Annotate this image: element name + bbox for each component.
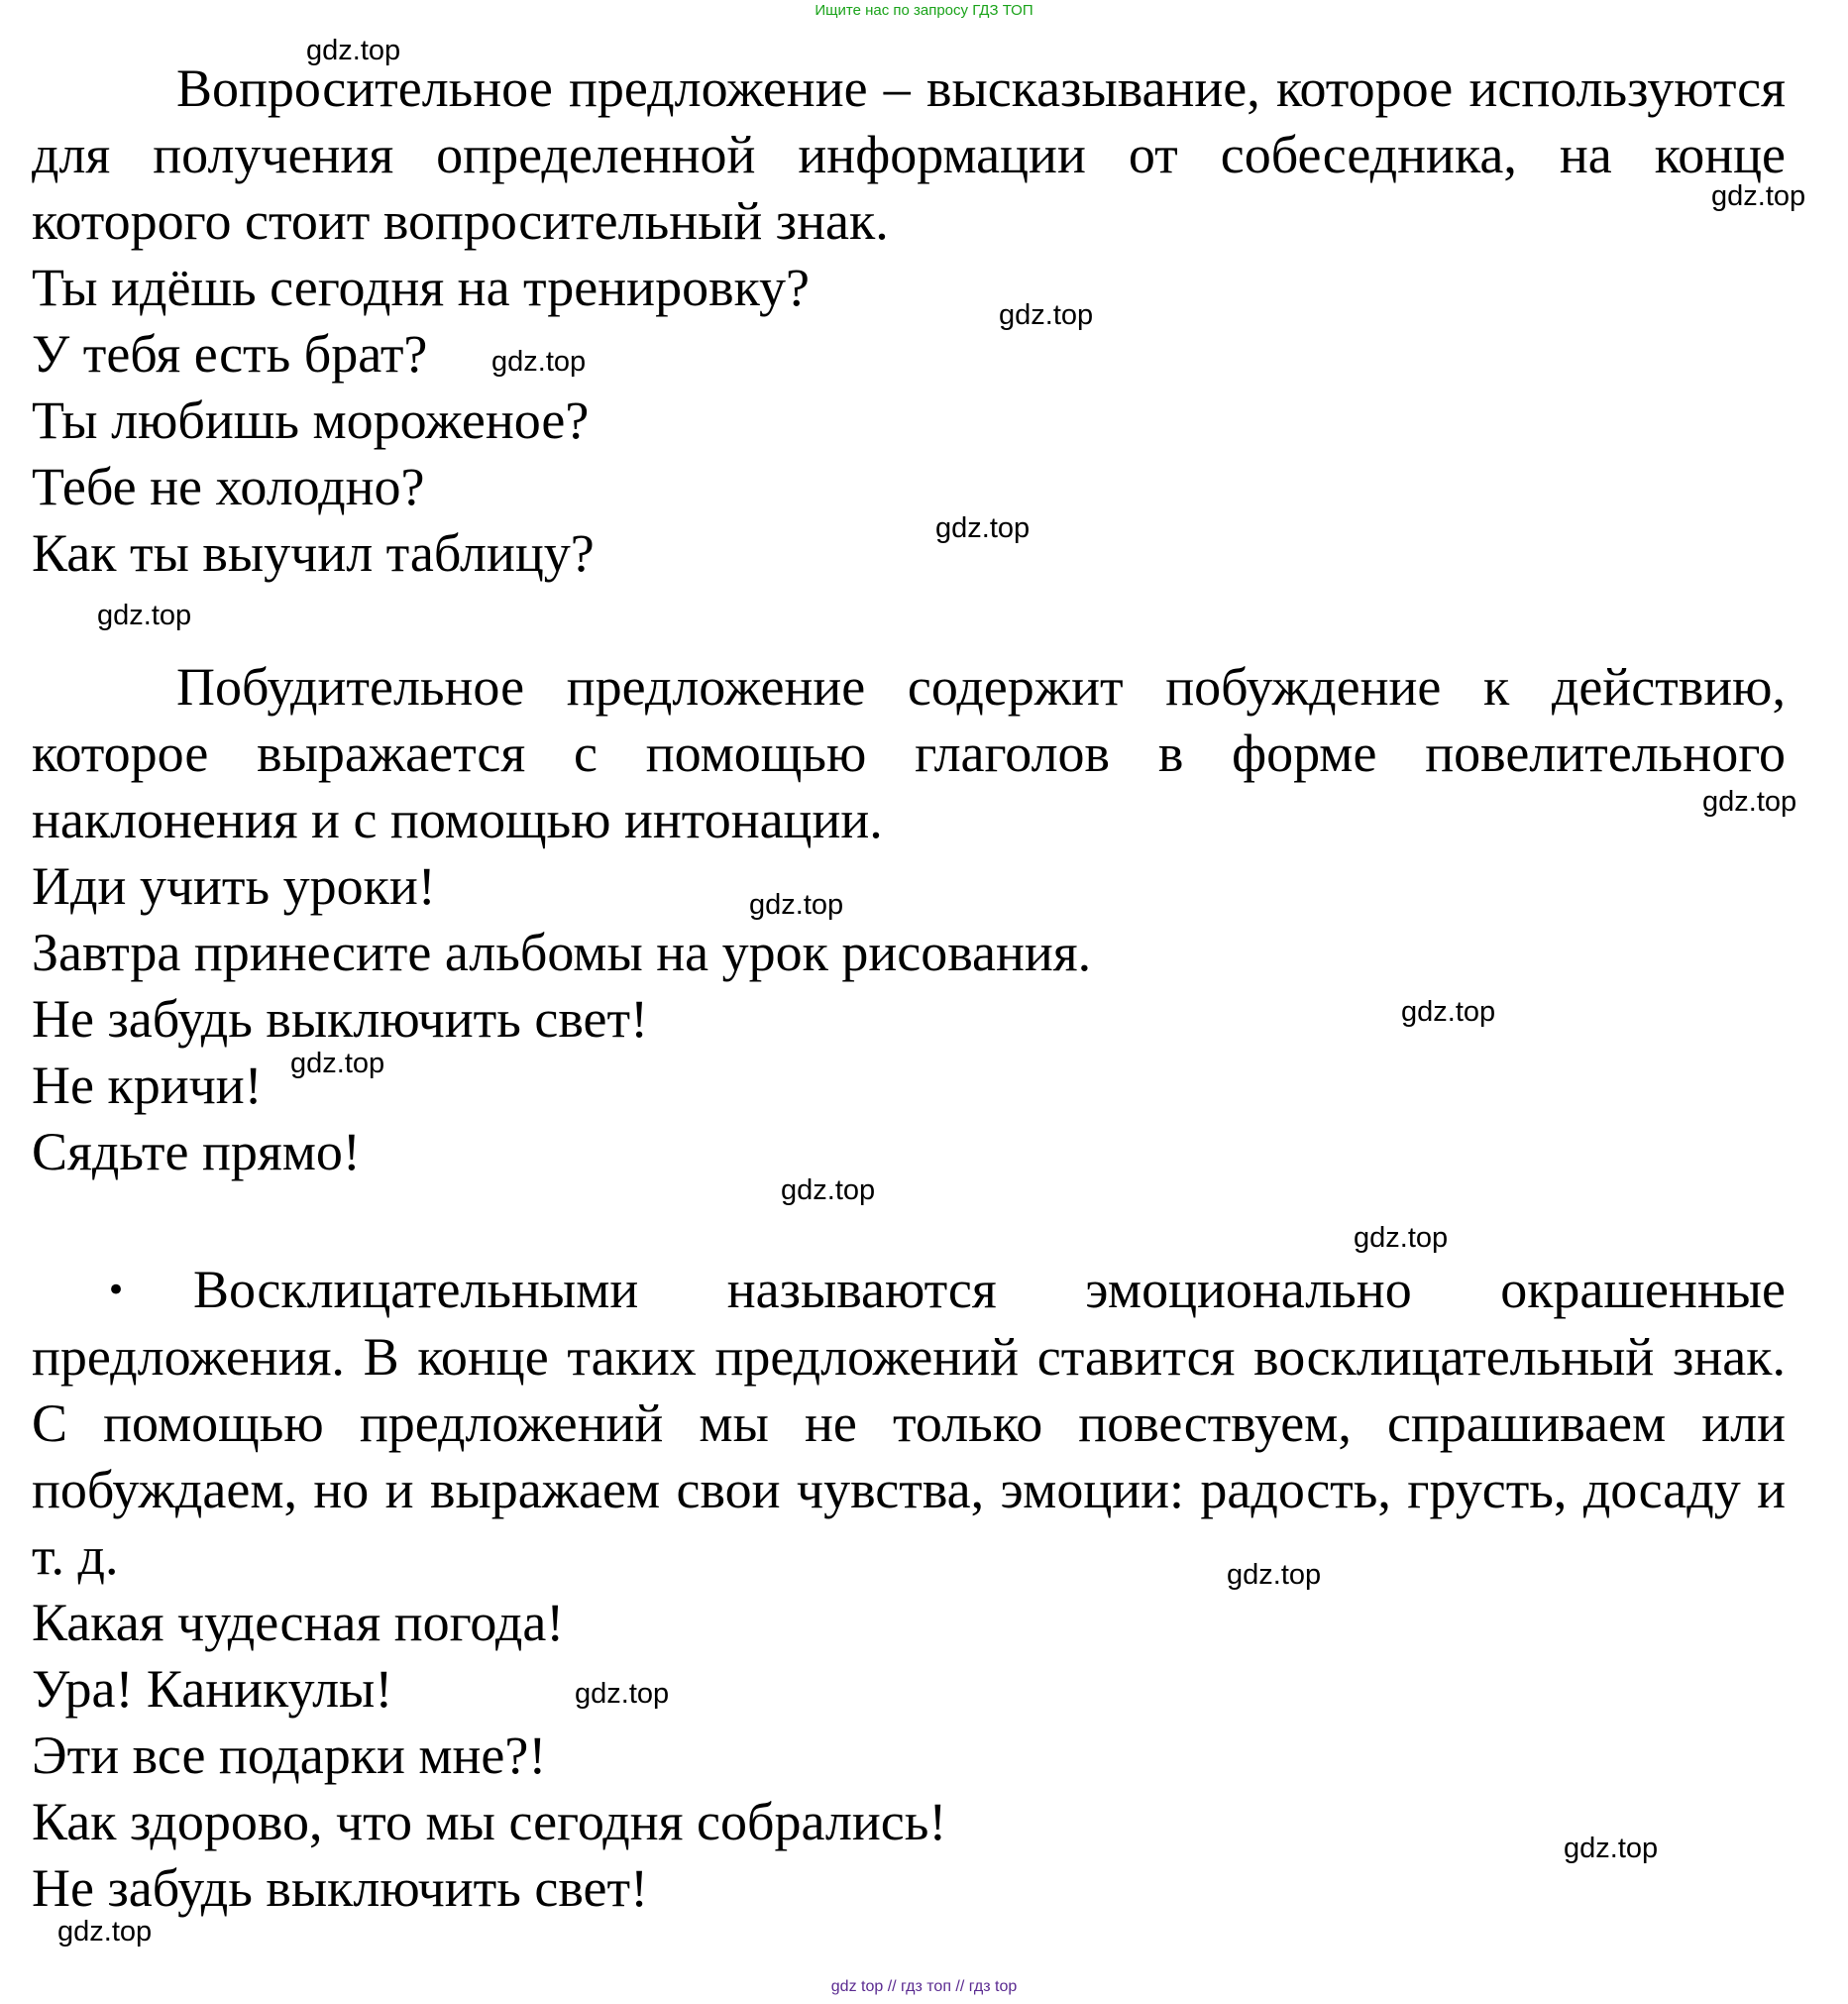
watermark: gdz.top xyxy=(749,889,844,921)
exclamatory-definition-text: Восклицательными называются эмоционально окрашенные предложения. В конце таких предложений ставится восклицательный знак. С помощью предложений мы не только повествуем, спрашиваем или побуждаем, но и выражаем свои чувства, эмоции: радость, грусть, досаду и т. д. xyxy=(32,1260,1786,1586)
exclamatory-example: Не забудь выключить свет! xyxy=(32,1858,649,1918)
watermark: gdz.top xyxy=(1227,1559,1322,1591)
bullet-icon: • xyxy=(106,1271,127,1310)
imperative-example: Не забудь выключить свет! xyxy=(32,989,649,1049)
imperative-definition: Побудительное предложение содержит побуждение к действию, которое выражается с помощью глаголов в форме повелительного наклонения и с помощью интонации. xyxy=(32,657,1786,849)
imperative-example: Сядьте прямо! xyxy=(32,1122,361,1181)
watermark: gdz.top xyxy=(1702,786,1797,818)
interrogative-example: Ты любишь мороженое? xyxy=(32,390,590,450)
watermark: gdz.top xyxy=(491,346,587,378)
watermark: gdz.top xyxy=(781,1174,876,1206)
watermark: gdz.top xyxy=(290,1048,385,1079)
section-spacer xyxy=(32,1185,1786,1257)
search-hint-banner: Ищите нас по запросу ГДЗ ТОП xyxy=(815,2,1033,19)
exclamatory-example: Эти все подарки мне?! xyxy=(32,1726,547,1785)
interrogative-definition: Вопросительное предложение – высказывание, которое используются для получения определенной информации от собеседника, на конце которого стоит вопросительный знак. xyxy=(32,58,1786,251)
footer-note: gdz top // гдз топ // гдз top xyxy=(830,1978,1018,1995)
exclamatory-example: Ура! Каникулы! xyxy=(32,1659,393,1719)
exclamatory-example: Как здорово, что мы сегодня собрались! xyxy=(32,1792,947,1851)
imperative-example: Иди учить уроки! xyxy=(32,856,436,916)
interrogative-section xyxy=(32,56,1786,587)
exclamatory-section xyxy=(32,1257,1786,1922)
watermark: gdz.top xyxy=(1401,996,1496,1028)
imperative-example: Не кричи! xyxy=(32,1056,263,1115)
imperative-section xyxy=(32,654,1786,1185)
exclamatory-example: Какая чудесная погода! xyxy=(32,1593,565,1652)
watermark: gdz.top xyxy=(935,512,1031,544)
watermark: gdz.top xyxy=(1711,180,1806,212)
document-body xyxy=(32,56,1786,1922)
watermark: gdz.top xyxy=(306,35,401,66)
interrogative-example: У тебя есть брат? xyxy=(32,324,428,384)
watermark: gdz.top xyxy=(575,1678,670,1710)
interrogative-example: Как ты выучил таблицу? xyxy=(32,523,595,583)
watermark: gdz.top xyxy=(999,299,1094,331)
interrogative-example: Тебе не холодно? xyxy=(32,457,425,516)
watermark: gdz.top xyxy=(1354,1222,1449,1254)
interrogative-example: Ты идёшь сегодня на тренировку? xyxy=(32,258,811,317)
imperative-example: Завтра принесите альбомы на урок рисования. xyxy=(32,923,1092,982)
section-spacer xyxy=(32,587,1786,654)
exclamatory-definition xyxy=(32,1257,1786,1590)
watermark: gdz.top xyxy=(57,1916,153,1948)
watermark: gdz.top xyxy=(1564,1833,1659,1864)
watermark: gdz.top xyxy=(97,600,192,631)
